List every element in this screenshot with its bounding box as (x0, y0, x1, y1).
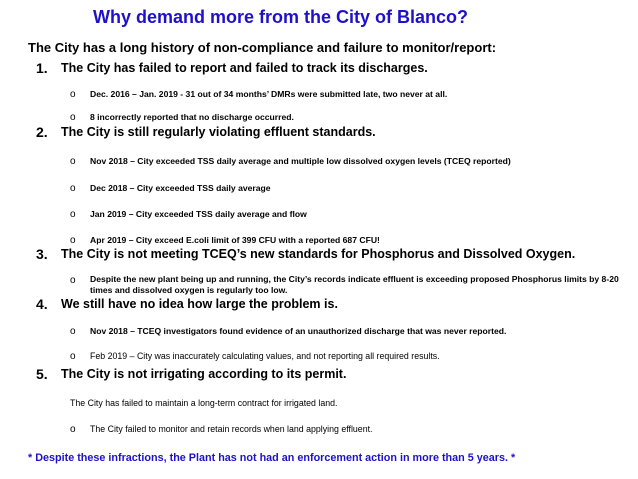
item-5-heading: The City is not irrigating according to its permit. (61, 367, 347, 381)
bullet-icon: o (70, 275, 76, 286)
item-2-sub-4: Apr 2019 – City exceed E.coli limit of 399 CFU with a reported 687 CFU! (90, 235, 380, 245)
bullet-icon: o (70, 351, 76, 362)
bullet-icon: o (70, 235, 76, 246)
item-3-number: 3. (36, 246, 48, 262)
item-5-sub-1: The City failed to monitor and retain records when land applying effluent. (90, 424, 373, 434)
item-1-number: 1. (36, 60, 48, 76)
item-2-heading: The City is still regularly violating effluent standards. (61, 125, 376, 139)
item-4-number: 4. (36, 296, 48, 312)
bullet-icon: o (70, 424, 76, 435)
item-3-sub-1: Despite the new plant being up and running, the City’s records indicate effluent is exceeding proposed Phosphorus limits by 8-20 times and dissolved oxygen is regularly too low. (90, 274, 619, 295)
item-4-sub-1: Nov 2018 – TCEQ investigators found evidence of an unauthorized discharge that was never reported. (90, 326, 507, 336)
bullet-icon: o (70, 156, 76, 167)
bullet-icon: o (70, 183, 76, 194)
item-1-sub-2: 8 incorrectly reported that no discharge occurred. (90, 112, 294, 122)
item-1-heading: The City has failed to report and failed to track its discharges. (61, 61, 428, 75)
item-1-sub-1: Dec. 2016 – Jan. 2019 - 31 out of 34 months’ DMRs were submitted late, two never at all. (90, 89, 448, 99)
bullet-icon: o (70, 89, 76, 100)
slide-title: Why demand more from the City of Blanco? (93, 7, 469, 27)
item-2-number: 2. (36, 124, 48, 140)
item-2-sub-2: Dec 2018 – City exceeded TSS daily average (90, 183, 271, 193)
bullet-icon: o (70, 209, 76, 220)
footer-note: * Despite these infractions, the Plant has not had an enforcement action in more than 5 years. * (28, 452, 516, 464)
bullet-icon: o (70, 112, 76, 123)
item-4-heading: We still have no idea how large the problem is. (61, 297, 338, 311)
bullet-icon: o (70, 326, 76, 337)
item-2-sub-3: Jan 2019 – City exceeded TSS daily average and flow (90, 209, 307, 219)
item-5-number: 5. (36, 366, 48, 382)
item-2-sub-1: Nov 2018 – City exceeded TSS daily average and multiple low dissolved oxygen levels (TCEQ reported) (90, 156, 511, 166)
item-5-plain-text: The City has failed to maintain a long-term contract for irrigated land. (70, 398, 338, 408)
item-4-sub-2: Feb 2019 – City was inaccurately calculating values, and not reporting all required results. (90, 351, 440, 361)
intro-text: The City has a long history of non-compliance and failure to monitor/report: (28, 40, 497, 55)
item-3-heading: The City is not meeting TCEQ’s new standards for Phosphorus and Dissolved Oxygen. (61, 247, 576, 261)
